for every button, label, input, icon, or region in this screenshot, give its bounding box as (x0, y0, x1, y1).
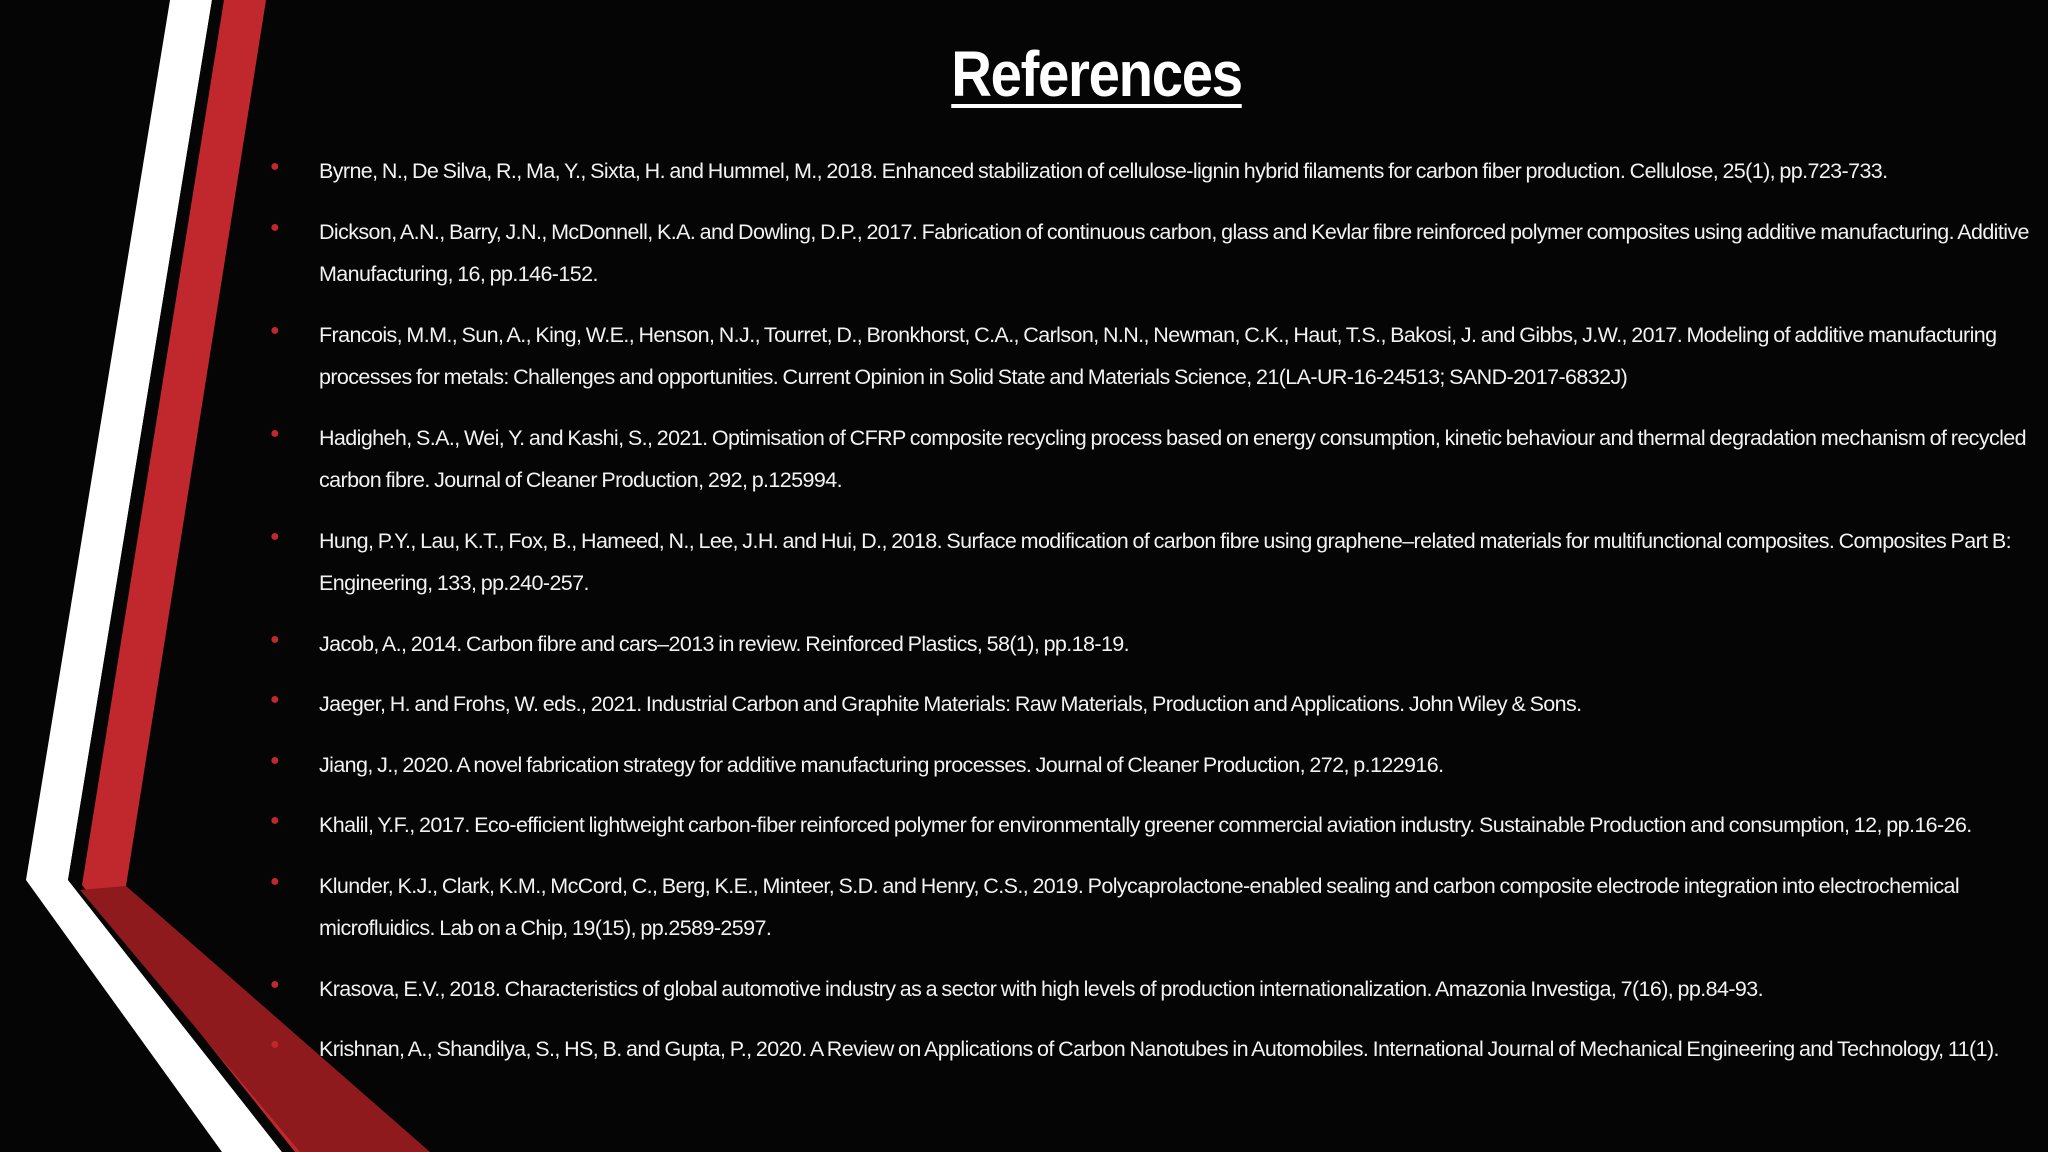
bullet-icon: ● (270, 424, 280, 442)
reference-text: Klunder, K.J., Clark, K.M., McCord, C., Berg, K.E., Minteer, S.D. and Henry, C.S., 2019. Polycaprolactone-enabled sealing and carbon composite electrode integration into electrochemical microfluidics. Lab on a Chip, 19(15), pp.2589-2597. (319, 873, 1960, 940)
reference-item (270, 623, 2048, 666)
reference-list (270, 150, 2048, 1089)
reference-text: Jacob, A., 2014. Carbon fibre and cars–2013 in review. Reinforced Plastics, 58(1), pp.18-19. (319, 631, 1130, 656)
bullet-icon: ● (270, 751, 280, 769)
bullet-icon: ● (270, 630, 280, 648)
reference-item (270, 314, 2048, 399)
reference-item (270, 865, 2048, 950)
bullet-icon: ● (270, 812, 280, 829)
bullet-icon: ● (270, 975, 280, 993)
reference-item (270, 211, 2048, 296)
reference-text: Jiang, J., 2020. A novel fabrication strategy for additive manufacturing processes. Journal of Cleaner Production, 272, p.122916. (319, 752, 1444, 777)
reference-text: Jaeger, H. and Frohs, W. eds., 2021. Industrial Carbon and Graphite Materials: Raw Materials, Production and Applications. John Wiley & Sons. (319, 692, 1582, 716)
reference-item (270, 150, 2048, 193)
bullet-icon: ● (270, 158, 280, 175)
reference-text: Krasova, E.V., 2018. Characteristics of global automotive industry as a sector with high levels of production internationalization. Amazonia Investiga, 7(16), pp.84-93. (319, 976, 1763, 1001)
reference-text: Hung, P.Y., Lau, K.T., Fox, B., Hameed, N., Lee, J.H. and Hui, D., 2018. Surface modification of carbon fibre using graphene–related materials for multifunctional composites. Composites Part B: Engineering, 133, pp.240-257. (319, 528, 2012, 595)
bullet-icon: ● (270, 321, 280, 339)
page-title (528, 34, 1666, 114)
reference-item (270, 417, 2048, 502)
reference-item (270, 683, 2048, 726)
reference-item (270, 804, 2048, 847)
reference-item (270, 968, 2048, 1011)
reference-item (270, 744, 2048, 787)
bullet-icon: ● (270, 691, 280, 708)
bullet-icon: ● (270, 527, 280, 545)
bullet-icon: ● (270, 872, 280, 890)
reference-text: Khalil, Y.F., 2017. Eco-efficient lightweight carbon-fiber reinforced polymer for environmentally greener commercial aviation industry. Sustainable Production and consumption, 12, pp.16-26. (319, 813, 1972, 837)
reference-text: Hadigheh, S.A., Wei, Y. and Kashi, S., 2021. Optimisation of CFRP composite recycling process based on energy consumption, kinetic behaviour and thermal degradation mechanism of recycled carbon fibre. Journal of Cleaner Production, 292, p.125994. (319, 425, 2027, 492)
bullet-icon: ● (270, 218, 280, 236)
reference-item (270, 1028, 2048, 1071)
reference-text: Dickson, A.N., Barry, J.N., McDonnell, K.A. and Dowling, D.P., 2017. Fabrication of continuous carbon, glass and Kevlar fibre reinforced polymer composites using additive manufacturing. Additive Manufacturing, 16, pp.146-152. (319, 219, 2029, 286)
reference-text: Byrne, N., De Silva, R., Ma, Y., Sixta, H. and Hummel, M., 2018. Enhanced stabilization of cellulose-lignin hybrid filaments for carbon fiber production. Cellulose, 25(1), pp.723-733. (319, 159, 1888, 183)
page-title-text: References (951, 38, 1242, 110)
reference-text: Krishnan, A., Shandilya, S., HS, B. and Gupta, P., 2020. A Review on Applications of Carbon Nanotubes in Automobiles. International Journal of Mechanical Engineering and Technology, 11(1). (319, 1037, 1999, 1061)
reference-text: Francois, M.M., Sun, A., King, W.E., Henson, N.J., Tourret, D., Bronkhorst, C.A., Carlson, N.N., Newman, C.K., Haut, T.S., Bakosi, J. and Gibbs, J.W., 2017. Modeling of additive manufacturing processes for metals: Challenges and opportunities. Current Opinion in Solid State and Materials Science, 21(LA-UR-16-24513; SAND-2017-6832J) (319, 322, 1997, 389)
bullet-icon: ● (270, 1036, 280, 1053)
reference-item (270, 520, 2048, 605)
